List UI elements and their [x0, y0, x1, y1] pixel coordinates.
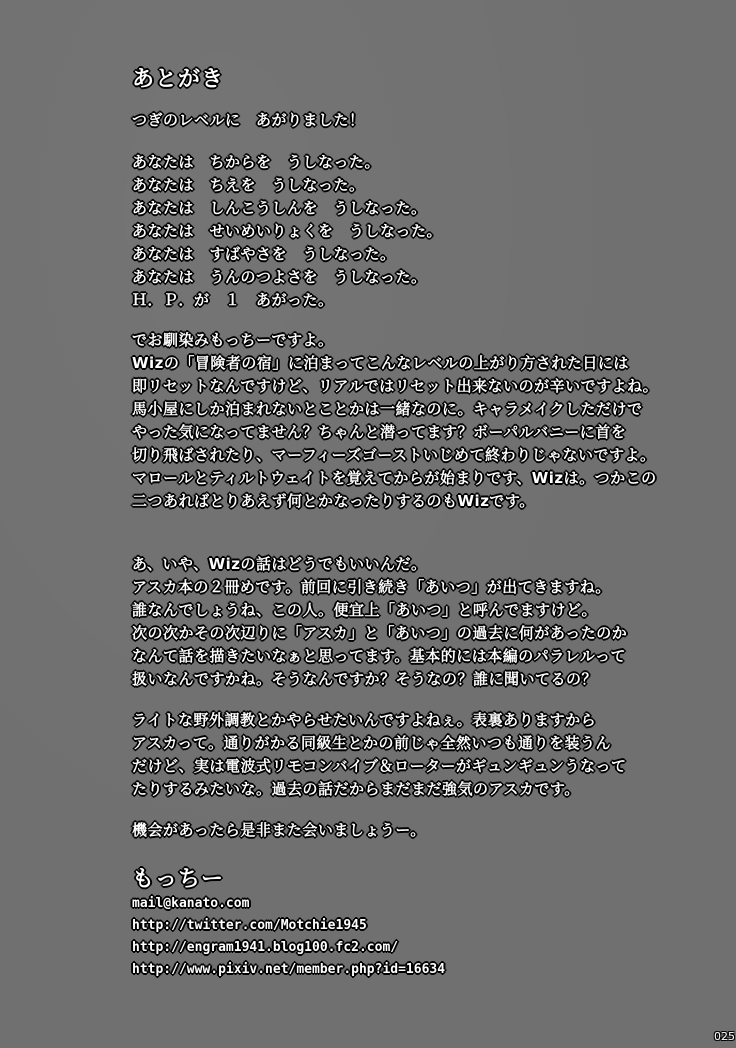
paragraph-line: あ、いや、Wizの話はどうでもいいんだ。	[132, 555, 427, 573]
contact-email: mail@kanato.com	[132, 896, 250, 911]
stat-line: あなたは せいめいりょくを うしなった。	[132, 222, 443, 240]
paragraph-line: 即リセットなんですけど、リアルではリセット出来ないのが辛いですよね。	[132, 377, 659, 395]
paragraph-line: 扱いなんですかね。そうなんですか？そうなの？誰に聞いてるの？	[132, 670, 598, 688]
paragraph-line: やった気になってません？ちゃんと潜ってます？ボーパルバニーに首を	[132, 423, 627, 441]
author-signature: もっちー	[132, 867, 225, 892]
paragraph-line: アスカって。通りがかる同級生とかの前じゃ全然いつも通りを装うん	[132, 734, 612, 752]
paragraph-line: なんて話を描きたいなぁと思ってます。基本的には本編のパラレルって	[132, 647, 626, 665]
paragraph-line: ライトな野外調教とかやらせたいんですよねぇ。表裏ありますから	[132, 711, 597, 729]
stat-line: Ｈ．Ｐ．が １ あがった。	[132, 291, 334, 309]
paragraph-line: Wizの「冒険者の宿」に泊まってこんなレベルの上がり方された日には	[132, 354, 629, 372]
paragraph-line: 切り飛ばされたり、マーフィーズゴーストいじめて終わりじゃないですよ。	[132, 446, 656, 464]
contact-pixiv: http://www.pixiv.net/member.php?id=16634	[132, 962, 446, 977]
closing-line: 機会があったら是非また会いましょうー。	[132, 821, 426, 839]
stat-line: あなたは しんこうしんを うしなった。	[132, 199, 427, 217]
stat-line: あなたは ちえを うしなった。	[132, 176, 365, 194]
page-number: 025	[714, 1030, 735, 1043]
paragraph-line: 二つあればとりあえず何とかなったりするのもWizです。	[132, 492, 535, 510]
stat-line: あなたは すばやさを うしなった。	[132, 245, 396, 263]
paragraph-line: 誰なんでしょうね、この人。便宜上「あいつ」と呼んでますけど。	[132, 601, 598, 619]
level-up-line: つぎのレベルに あがりました！	[132, 111, 365, 129]
stat-line: あなたは ちからを うしなった。	[132, 153, 381, 171]
paragraph-line: アスカ本の２冊めです。前回に引き続き「あいつ」が出てきますね。	[132, 578, 611, 596]
afterword-title: あとがき	[132, 67, 225, 92]
stat-line: あなたは うんのつよさを うしなった。	[132, 268, 427, 286]
paragraph-line: だけど、実は電波式リモコンバイブ＆ローターがギュンギュンうなって	[132, 757, 627, 775]
paragraph-line: マロールとティルトウェイトを覚えてからが始まりです、Wizは。つかこの	[132, 469, 657, 487]
paragraph-line: たりするみたいな。過去の話だからまだまだ強気のアスカです。	[132, 780, 580, 798]
paragraph-line: 次の次かその次辺りに「アスカ」と「あいつ」の過去に何があったのか	[132, 624, 628, 642]
paragraph-line: でお馴染みもっちーですよ。	[132, 331, 334, 349]
contact-blog: http://engram1941.blog100.fc2.com/	[132, 940, 399, 955]
contact-twitter: http://twitter.com/Motchie1945	[132, 918, 367, 933]
paragraph-line: 馬小屋にしか泊まれないとことかは一緒なのに。キャラメイクしただけで	[132, 400, 643, 418]
